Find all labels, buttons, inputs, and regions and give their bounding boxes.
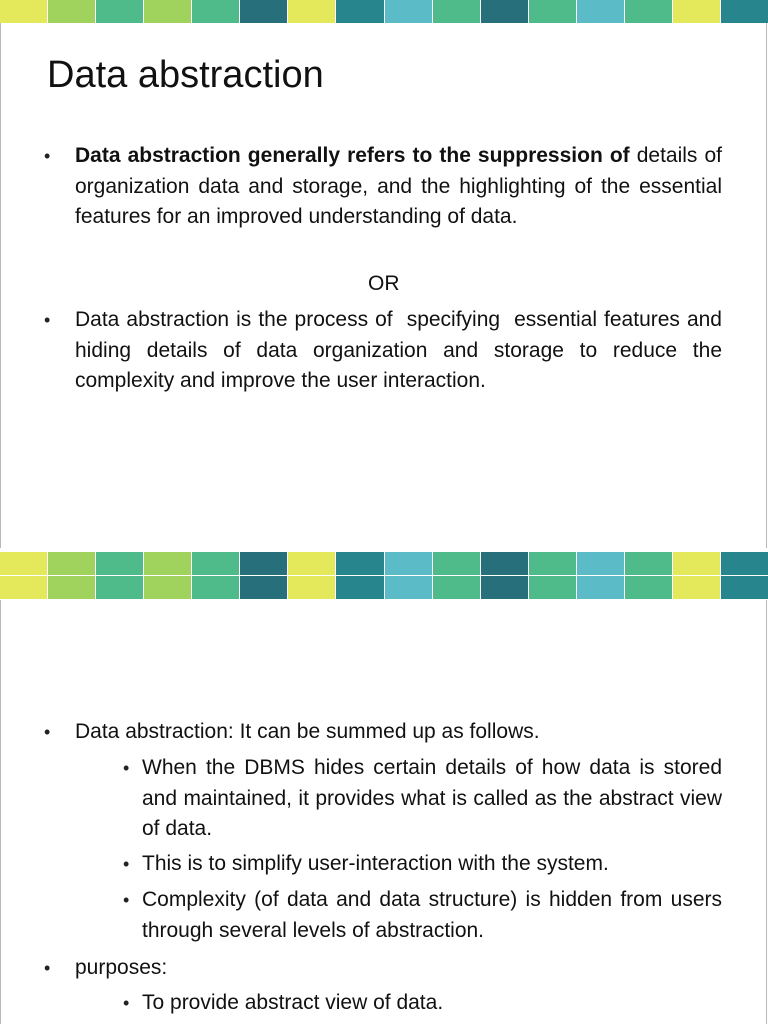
stripe-segment	[385, 576, 433, 599]
stripe-segment	[721, 552, 768, 575]
stripe-segment	[481, 0, 529, 23]
sub-bullet-1: When the DBMS hides certain details of how data is stored and maintained, it provides what is called as the abstract view of data.	[142, 756, 722, 840]
stripe-segment	[240, 552, 288, 575]
stripe-segment	[721, 576, 768, 599]
stripe-segment	[673, 576, 721, 599]
bullet-glyph: •	[44, 310, 51, 330]
slide-2-bullet-2: purposes:	[75, 956, 168, 979]
bullet-paragraph-1	[75, 141, 722, 233]
sub-bullet-glyph: •	[123, 758, 130, 778]
stripe-segment	[48, 576, 96, 599]
stripe-segment	[336, 576, 384, 599]
stripe-segment	[673, 0, 721, 23]
stripe-segment	[144, 0, 192, 23]
stripe-segment	[96, 0, 144, 23]
decorative-stripe-top-slide-2	[0, 576, 768, 599]
stripe-segment	[625, 576, 673, 599]
stripe-segment	[673, 552, 721, 575]
sub-bullet-2: This is to simplify user-interaction with the system.	[142, 852, 609, 875]
stripe-segment	[529, 576, 577, 599]
stripe-segment	[288, 552, 336, 575]
sub-bullet-glyph: •	[123, 890, 130, 910]
decorative-stripe-top	[0, 0, 768, 23]
bullet-glyph: •	[44, 958, 51, 978]
stripe-segment	[144, 576, 192, 599]
stripe-segment	[240, 576, 288, 599]
stripe-segment	[288, 576, 336, 599]
stripe-segment	[481, 576, 529, 599]
stripe-segment	[385, 552, 433, 575]
stripe-segment	[336, 0, 384, 23]
stripe-segment	[577, 576, 625, 599]
bullet-glyph: •	[44, 146, 51, 166]
sub-bullet-4: To provide abstract view of data.	[142, 991, 444, 1014]
stripe-segment	[192, 552, 240, 575]
stripe-segment	[433, 0, 481, 23]
bullet-glyph: •	[44, 722, 51, 742]
stripe-segment	[385, 0, 433, 23]
stripe-segment	[625, 0, 673, 23]
bullet-1-text: details of organization data and storage, and the highlighting of the essential features for an improved understanding of data.	[75, 144, 722, 228]
stripe-segment	[144, 552, 192, 575]
sub-bullet-3: Complexity (of data and data structure) is hidden from users through several levels of abstraction.	[142, 888, 722, 942]
stripe-segment	[577, 552, 625, 575]
stripe-segment	[577, 0, 625, 23]
stripe-segment	[529, 0, 577, 23]
stripe-segment	[96, 552, 144, 575]
stripe-segment	[481, 552, 529, 575]
bullet-paragraph-2: Data abstraction is the process of specifying essential features and hiding details of data organization and storage to reduce the complexity and improve the user interaction.	[75, 308, 728, 392]
or-separator: OR	[368, 272, 400, 295]
stripe-segment	[240, 0, 288, 23]
decorative-stripe-bottom	[0, 552, 768, 575]
stripe-segment	[433, 576, 481, 599]
stripe-segment	[529, 552, 577, 575]
sub-bullet-glyph: •	[123, 854, 130, 874]
slide-title: Data abstraction	[47, 54, 324, 96]
stripe-segment	[0, 576, 48, 599]
stripe-segment	[336, 552, 384, 575]
stripe-segment	[625, 552, 673, 575]
stripe-segment	[48, 552, 96, 575]
stripe-segment	[96, 576, 144, 599]
stripe-segment	[288, 0, 336, 23]
stripe-segment	[721, 0, 768, 23]
bullet-1-bold-lead: Data abstraction generally refers to the suppression of	[75, 144, 630, 167]
sub-bullet-glyph: •	[123, 993, 130, 1013]
stripe-segment	[192, 576, 240, 599]
stripe-segment	[433, 552, 481, 575]
slide-2-bullet-1: Data abstraction: It can be summed up as follows.	[75, 720, 540, 743]
stripe-segment	[0, 552, 48, 575]
stripe-segment	[192, 0, 240, 23]
stripe-segment	[48, 0, 96, 23]
stripe-segment	[0, 0, 48, 23]
